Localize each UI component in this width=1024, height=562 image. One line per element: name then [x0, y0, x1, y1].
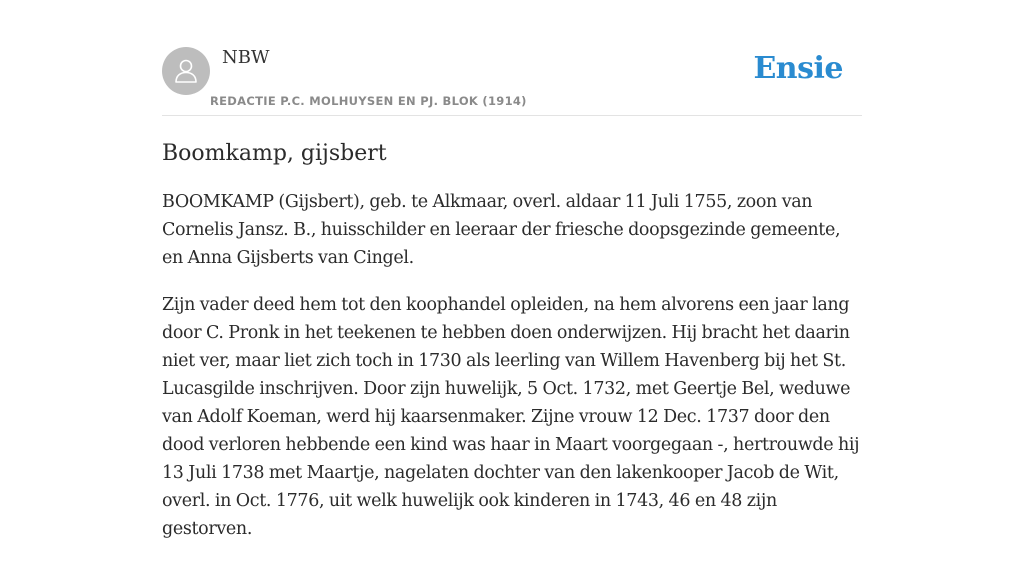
user-icon [171, 56, 201, 86]
author-source: REDACTIE P.C. MOLHUYSEN EN PJ. BLOK (1914) [210, 94, 527, 108]
article-body [162, 138, 862, 562]
article-title: Boomkamp, gijsbert [162, 141, 387, 166]
ensie-logo[interactable]: Ensie [753, 51, 843, 86]
author-name[interactable]: NBW [222, 47, 270, 68]
avatar[interactable] [162, 47, 210, 95]
article-header [162, 0, 862, 116]
article-paragraph: BOOMKAMP (Gijsbert), geb. te Alkmaar, overl. aldaar 11 Juli 1755, zoon van Cornelis Jansz. B., huisschilder en leeraar der friesche doopsgezinde gemeente, en Anna Gijsberts van Cingel. [162, 192, 841, 268]
article-paragraph: Zijn vader deed hem tot den koophandel opleiden, na hem alvorens een jaar lang door C. Pronk in het teekenen te hebben doen onderwijzen. Hij bracht het daarin niet ver, maar liet zich toch in 1730 als leerling van Willem Havenberg bij het St. Lucasgilde inschrijven. Door zijn huwelijk, 5 Oct. 1732, met Geertje Bel, weduwe van Adolf Koeman, werd hij kaarsenmaker. Zijne vrouw 12 Dec. 1737 door den dood verloren hebbende een kind was haar in Maart voorgegaan -, hertrouwde hij 13 Juli 1738 met Maartje, nagelaten dochter van den lakenkooper Jacob de Wit, overl. in Oct. 1776, uit welk huwelijk ook kinderen in 1743, 46 en 48 zijn gestorven. [162, 295, 860, 539]
